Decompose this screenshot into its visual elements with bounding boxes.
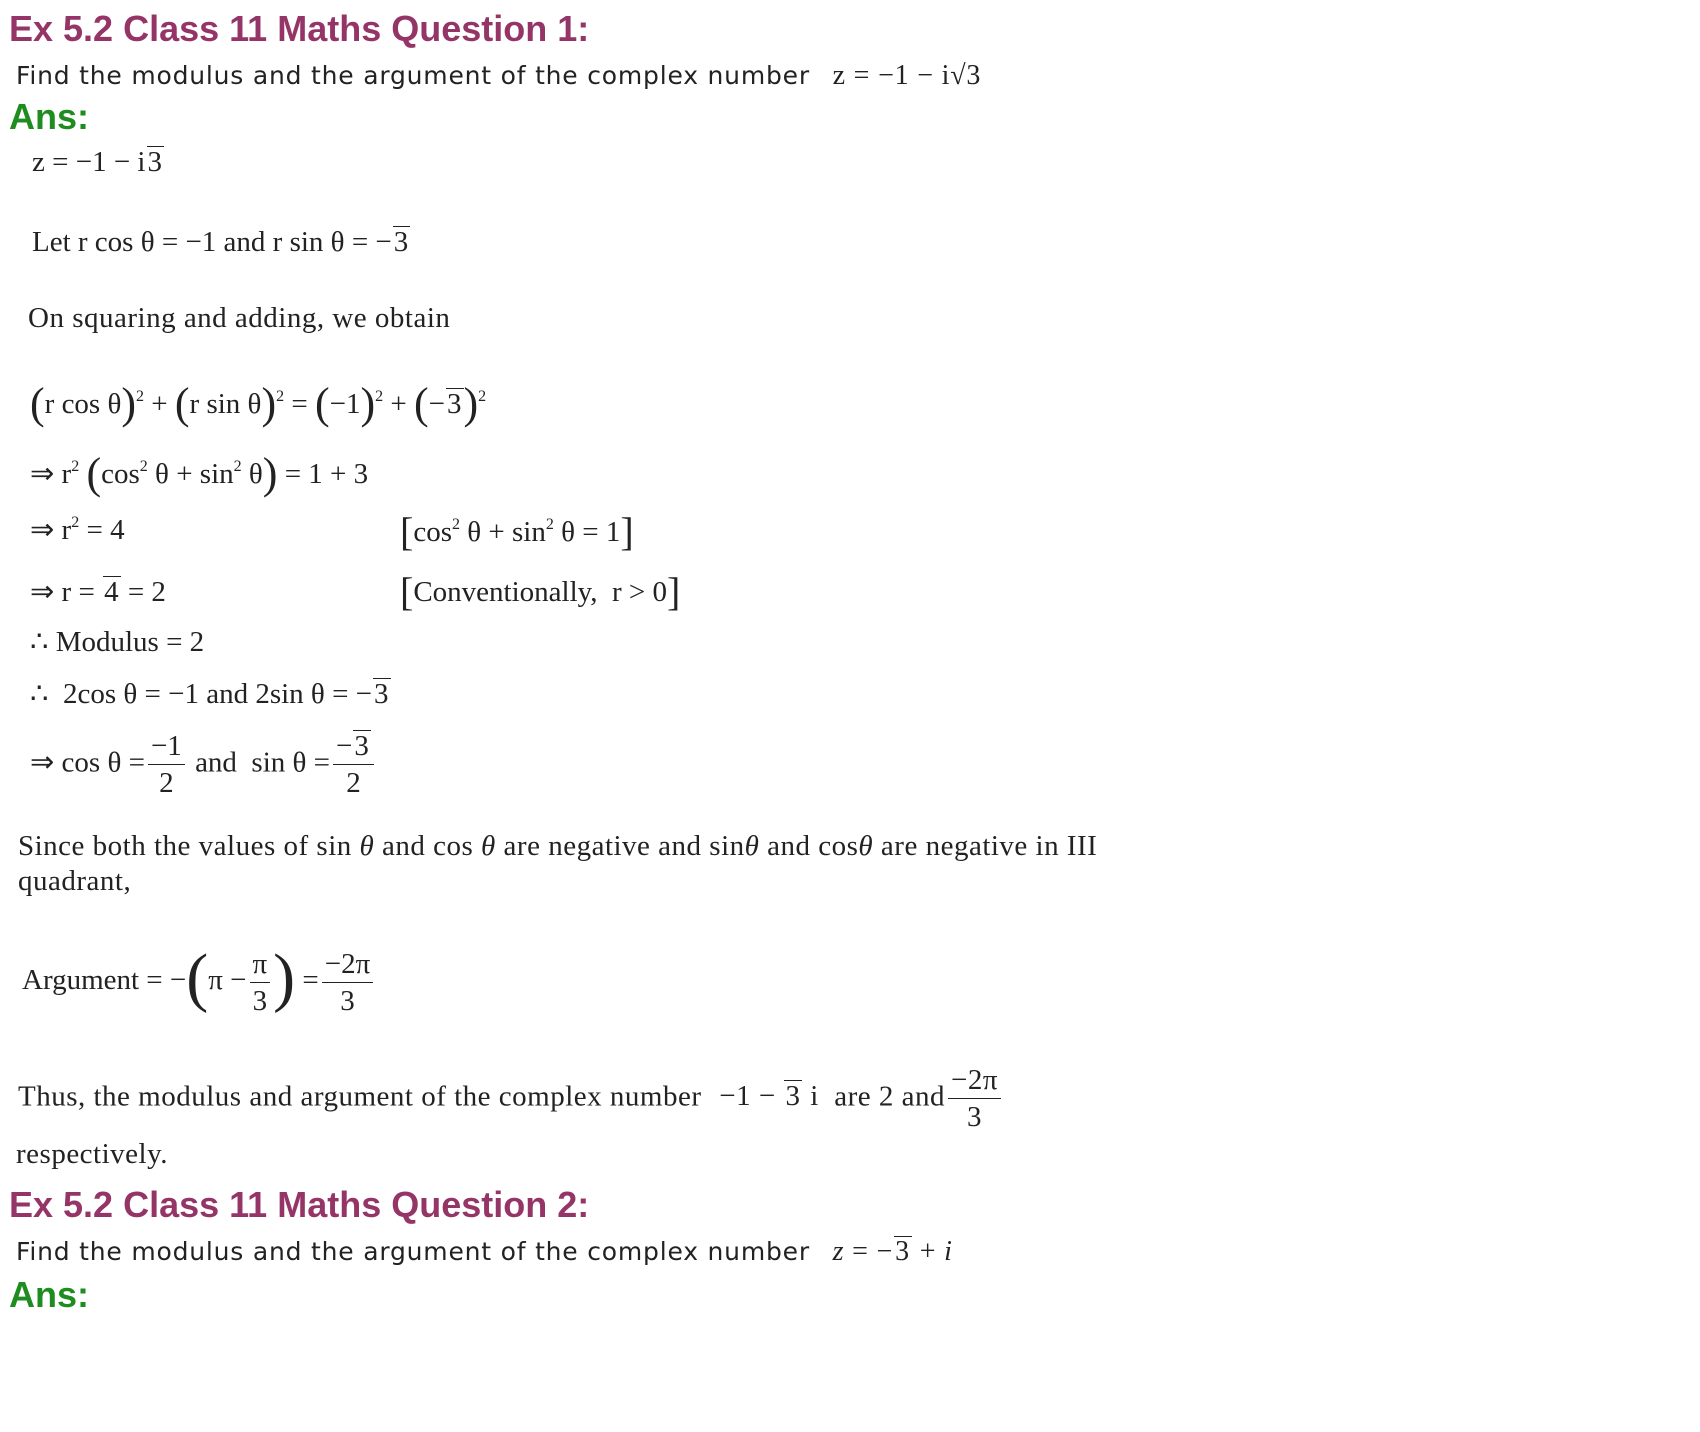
q1-modulus-line: ∴ Modulus = 2 xyxy=(30,626,205,658)
q2-question xyxy=(16,1236,953,1268)
q1-eq3-left: ⇒ $r^2 = 4$ xyxy=(30,514,125,546)
q1-eq6: ⇒ cos θ = $\frac{-1}{2}$ and sin θ = $\frac{-3}{2}$ xyxy=(30,728,377,802)
q1-eq2: ⇒ $r^2$ ($\cos^2$ $\theta + \sin^2 \theta) = 1 + 3$ xyxy=(30,449,369,498)
q1-eq4-right: [Conventionally, r > 0] xyxy=(400,569,681,614)
q1-eq3-right: [$\cos^2$ $\theta + \sin^2 \theta = 1$] xyxy=(400,509,634,554)
q1-line-z: z = −1 − i3 xyxy=(32,146,162,178)
q2-question-expression: z = −3 + i xyxy=(832,1236,953,1267)
q1-heading: Ex 5.2 Class 11 Maths Question 1: xyxy=(9,8,590,49)
q2-question-text: Find the modulus and the argument of the complex number xyxy=(16,1237,810,1266)
q1-question-text: Find the modulus and the argument of the complex number xyxy=(16,61,810,90)
q2-ans-label: Ans: xyxy=(9,1274,89,1315)
q1-question xyxy=(16,60,981,92)
q1-since-line2: quadrant, xyxy=(18,865,132,897)
q1-line-squaring: On squaring and adding, we obtain xyxy=(28,302,451,334)
q2-heading: Ex 5.2 Class 11 Maths Question 2: xyxy=(9,1184,590,1225)
q1-respectively: respectively. xyxy=(16,1138,168,1170)
q1-eq4-left: ⇒ r = 4 = 2 xyxy=(30,576,166,608)
q1-ans-label: Ans: xyxy=(9,96,89,137)
q1-since-line1: Since both the values of sin θ and cos θ are negative and sinθ and cosθ are negative in III xyxy=(18,830,1098,862)
q1-question-expression: z = −1 − i√3 xyxy=(832,60,982,91)
q1-eq5: ∴ 2cos θ = −1 and 2sin θ = −3 xyxy=(30,678,389,710)
q1-line-let: Let r cos θ = −1 and r sin θ = −3 xyxy=(32,226,409,258)
q1-thus-line: Thus, the modulus and argument of the complex number −1 − 3 i are 2 and $\frac{-2\pi}{3}$ xyxy=(18,1062,1004,1136)
q1-argument-eq: Argument = −(π − $\frac{\pi}{3}$ ) = $\frac{-2\pi}{3}$ xyxy=(22,940,376,1019)
q1-eq1: (r cos θ)$^2$ + (r $\sin \theta)^2 = (-1)^2 + (-3)^2$ xyxy=(30,379,487,428)
